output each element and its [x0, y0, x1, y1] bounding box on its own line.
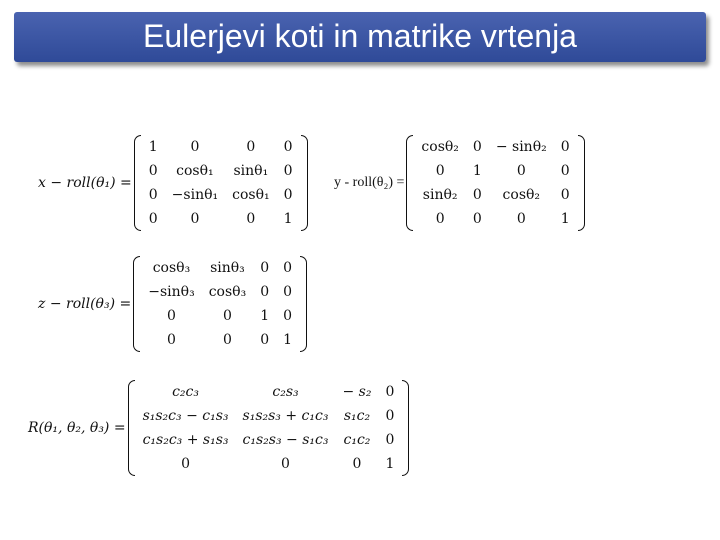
matrix-cell: 0: [516, 211, 526, 227]
matrix-row: [141, 256, 299, 280]
matrix-row: [141, 280, 299, 304]
matrix-cell: 0: [181, 456, 190, 472]
matrix-cell: 1: [148, 139, 158, 155]
matrix-row: [136, 380, 402, 404]
matrix-rotation: [128, 380, 410, 476]
matrix-cell: 0: [283, 187, 293, 203]
matrix-cell: 0: [190, 211, 200, 227]
matrix-row: [414, 135, 576, 159]
matrix-cell: 0: [246, 139, 256, 155]
matrix-cell: 0: [560, 163, 570, 179]
matrix-cell: 0: [190, 139, 200, 155]
matrix-cell: cosθ₁: [176, 163, 214, 179]
matrix-cell: 0: [283, 163, 293, 179]
matrix-cell: 0: [560, 187, 570, 203]
matrix-cell: cosθ₂: [421, 139, 459, 155]
matrix-cell: 0: [385, 432, 395, 448]
equation-x-roll: [38, 135, 308, 231]
matrix-cell: − sinθ₂: [495, 139, 547, 155]
equation-x-lhs: x − roll(θ₁) =: [38, 175, 132, 191]
matrix-row: [142, 135, 300, 159]
matrix-cell: sinθ₂: [422, 187, 458, 203]
matrix-cell: 0: [260, 332, 270, 348]
matrix-cell: 0: [472, 139, 482, 155]
matrix-cell: c₁s₂c₃ + s₁s₃: [142, 432, 229, 448]
matrix-cell: cosθ₁: [232, 187, 270, 203]
matrix-row: [141, 304, 299, 328]
matrix-cell: 0: [283, 308, 293, 324]
matrix-cell: 0: [352, 456, 362, 472]
matrix-x-roll: [134, 135, 308, 231]
matrix-cell: 0: [260, 260, 270, 276]
matrix-cell: sinθ₁: [233, 163, 269, 179]
matrix-cell: 1: [283, 211, 293, 227]
equation-r-lhs: R(θ₁, θ₂, θ₃) =: [28, 420, 126, 436]
matrix-cell: sinθ₃: [210, 260, 245, 276]
matrix-cell: s₁s₂s₃ + c₁c₃: [242, 408, 329, 424]
matrix-cell: cosθ₃: [152, 260, 191, 276]
equation-z-roll: [38, 256, 307, 352]
matrix-cell: − s₂: [342, 384, 372, 400]
matrix-z-roll: [133, 256, 307, 352]
matrix-cell: c₂c₃: [172, 384, 199, 400]
matrix-cell: 0: [385, 384, 395, 400]
equation-rotation-matrix: [28, 380, 409, 476]
matrix-cell: cosθ₂: [502, 187, 541, 203]
matrix-cell: c₁s₂s₃ − s₁c₃: [242, 432, 329, 448]
matrix-cell: 1: [560, 211, 570, 227]
matrix-cell: c₁c₂: [343, 432, 371, 448]
matrix-row: [136, 452, 402, 476]
matrix-cell: 0: [283, 284, 293, 300]
equation-y-lhs: y - roll(θ₂) =: [334, 175, 405, 190]
equation-y-roll: [334, 135, 585, 231]
matrix-cell: 0: [385, 408, 395, 424]
matrix-cell: −sinθ₃: [148, 284, 195, 300]
matrix-cell: 0: [560, 139, 570, 155]
matrix-cell: c₂s₃: [272, 384, 299, 400]
matrix-row: [414, 207, 576, 231]
matrix-cell: 0: [260, 284, 270, 300]
matrix-cell: 0: [167, 332, 176, 348]
title-bar: [14, 12, 706, 62]
matrix-cell: 1: [283, 332, 293, 348]
equation-z-lhs: z − roll(θ₃) =: [38, 296, 132, 312]
matrix-cell: 0: [148, 211, 158, 227]
matrix-cell: 0: [148, 163, 158, 179]
matrix-cell: 1: [260, 308, 270, 324]
matrix-cell: 1: [385, 456, 395, 472]
matrix-cell: 0: [148, 187, 158, 203]
matrix-cell: 0: [516, 163, 526, 179]
matrix-cell: 0: [246, 211, 256, 227]
matrix-cell: 0: [222, 332, 232, 348]
matrix-cell: 0: [222, 308, 232, 324]
slide-title: Eulerjevi koti in matrike vrtenja: [143, 18, 577, 54]
matrix-row: [136, 428, 402, 452]
matrix-row: [136, 404, 402, 428]
matrix-cell: 0: [435, 163, 445, 179]
matrix-row: [142, 159, 300, 183]
matrix-cell: 0: [281, 456, 290, 472]
matrix-cell: s₁c₂: [343, 408, 371, 424]
matrix-cell: 0: [435, 211, 445, 227]
matrix-cell: 1: [472, 163, 482, 179]
matrix-row: [142, 183, 300, 207]
matrix-row: [142, 207, 300, 231]
matrix-cell: 0: [283, 139, 293, 155]
matrix-row: [414, 183, 576, 207]
matrix-cell: 0: [472, 187, 482, 203]
matrix-cell: 0: [472, 211, 482, 227]
matrix-cell: cosθ₃: [208, 284, 247, 300]
matrix-cell: 0: [167, 308, 176, 324]
matrix-cell: −sinθ₁: [171, 187, 219, 203]
matrix-cell: 0: [283, 260, 293, 276]
matrix-y-roll: [406, 135, 584, 231]
matrix-row: [141, 328, 299, 352]
matrix-row: [414, 159, 576, 183]
matrix-cell: s₁s₂c₃ − c₁s₃: [142, 408, 229, 424]
